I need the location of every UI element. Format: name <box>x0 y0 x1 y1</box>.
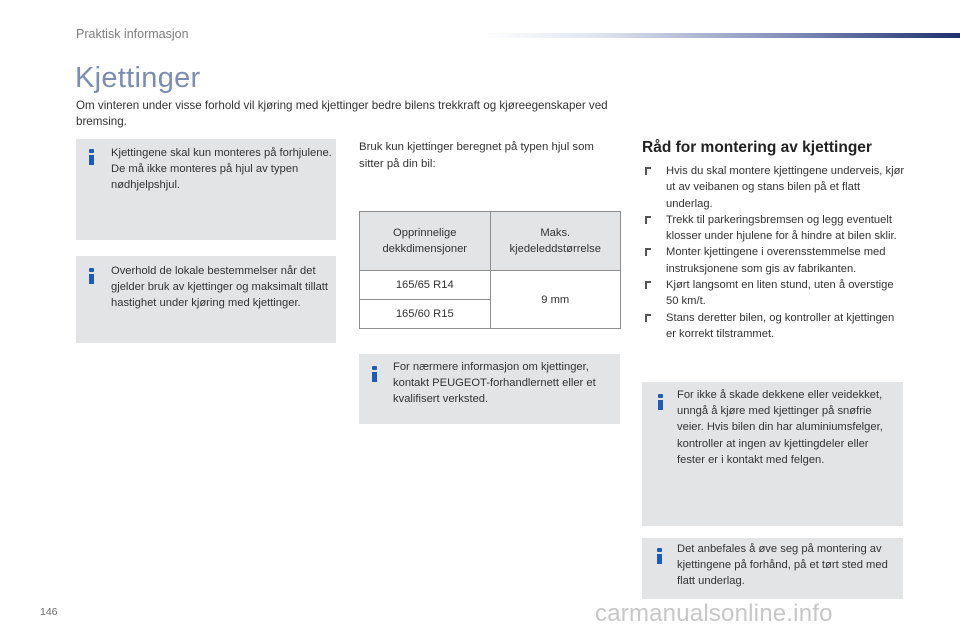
header-gradient-bar <box>480 33 960 38</box>
info-text: Kjettingene skal kun monteres på forhjulene. De må ikke monteres på hjul av typen nødhjelpshjul. <box>111 147 332 192</box>
list-item-text: Kjørt langsomt en liten stund, uten å overstige 50 km/t. <box>666 279 894 308</box>
table-header-original-size: Opprinnelige dekkdimensjoner <box>360 212 491 271</box>
bullet-corner-icon <box>645 314 652 322</box>
watermark: carmanualsonline.info <box>595 600 833 627</box>
table-header-row <box>360 212 621 271</box>
info-icon <box>657 394 665 410</box>
bullet-corner-icon <box>645 216 652 224</box>
info-text: Overhold de lokale bestemmelser når det gjelder bruk av kjettinger og maksimalt tillatt hastighet under kjøring med kjettinger. <box>111 265 329 310</box>
info-icon <box>88 268 96 284</box>
list-item <box>642 277 907 310</box>
bullet-corner-icon <box>645 167 652 175</box>
info-box-dealer <box>359 354 620 424</box>
list-item <box>642 163 907 212</box>
info-box-snow-free-roads <box>642 382 903 526</box>
list-item <box>642 310 907 343</box>
section-label: Praktisk informasjon <box>76 27 189 41</box>
info-icon <box>88 149 96 165</box>
bullet-corner-icon <box>645 248 652 256</box>
list-item <box>642 212 907 245</box>
info-box-front-wheels <box>76 139 336 240</box>
list-item-text: Monter kjettingene i overensstemmelse med instruksjonene som gis av fabrikanten. <box>666 246 886 275</box>
table-cell-link-size: 9 mm <box>490 271 621 329</box>
list-item <box>642 244 907 277</box>
intro-text: Om vinteren under visse forhold vil kjøring med kjettinger bedre bilens trekkraft og kjøreegenskaper ved bremsing. <box>76 99 608 128</box>
advice-heading: Råd for montering av kjettinger <box>642 139 872 156</box>
info-box-local-rules <box>76 256 336 343</box>
info-text: For nærmere informasjon om kjettinger, kontakt PEUGEOT-forhandlernett eller et kvalifisert verksted. <box>393 361 596 406</box>
chain-usage-text: Bruk kun kjettinger beregnet på typen hjul som sitter på din bil: <box>359 141 594 170</box>
page-number: 146 <box>40 606 58 618</box>
table-cell-tire-size: 165/65 R14 <box>360 271 491 300</box>
info-icon <box>371 366 379 382</box>
tire-size-table <box>359 211 621 329</box>
table-header-max-link-size: Maks. kjedeleddstørrelse <box>490 212 621 271</box>
advice-list <box>642 163 907 342</box>
table-cell-tire-size: 165/60 R15 <box>360 300 491 329</box>
info-text: For ikke å skade dekkene eller veidekket, unngå å kjøre med kjettinger på snøfrie veier. Hvis bilen din har aluminiumsfelger, kontroller at ingen av kjettingdeler eller fester er i kontakt med felgen. <box>677 389 883 466</box>
info-icon <box>656 548 664 564</box>
bullet-corner-icon <box>645 281 652 289</box>
list-item-text: Stans deretter bilen, og kontroller at kjettingen er korrekt tilstrammet. <box>666 311 895 340</box>
page-title: Kjettinger <box>75 62 201 94</box>
list-item-text: Hvis du skal montere kjettingene underveis, kjør ut av veibanen og stans bilen på et flatt underlag. <box>666 165 905 210</box>
info-text: Det anbefales å øve seg på montering av kjettingene på forhånd, på et tørt sted med flatt underlag. <box>677 543 888 588</box>
info-box-practice <box>642 538 903 599</box>
list-item-text: Trekk til parkeringsbremsen og legg eventuelt klosser under hjulene for å hindre at bilen sklir. <box>666 213 897 243</box>
table-row <box>360 271 621 300</box>
